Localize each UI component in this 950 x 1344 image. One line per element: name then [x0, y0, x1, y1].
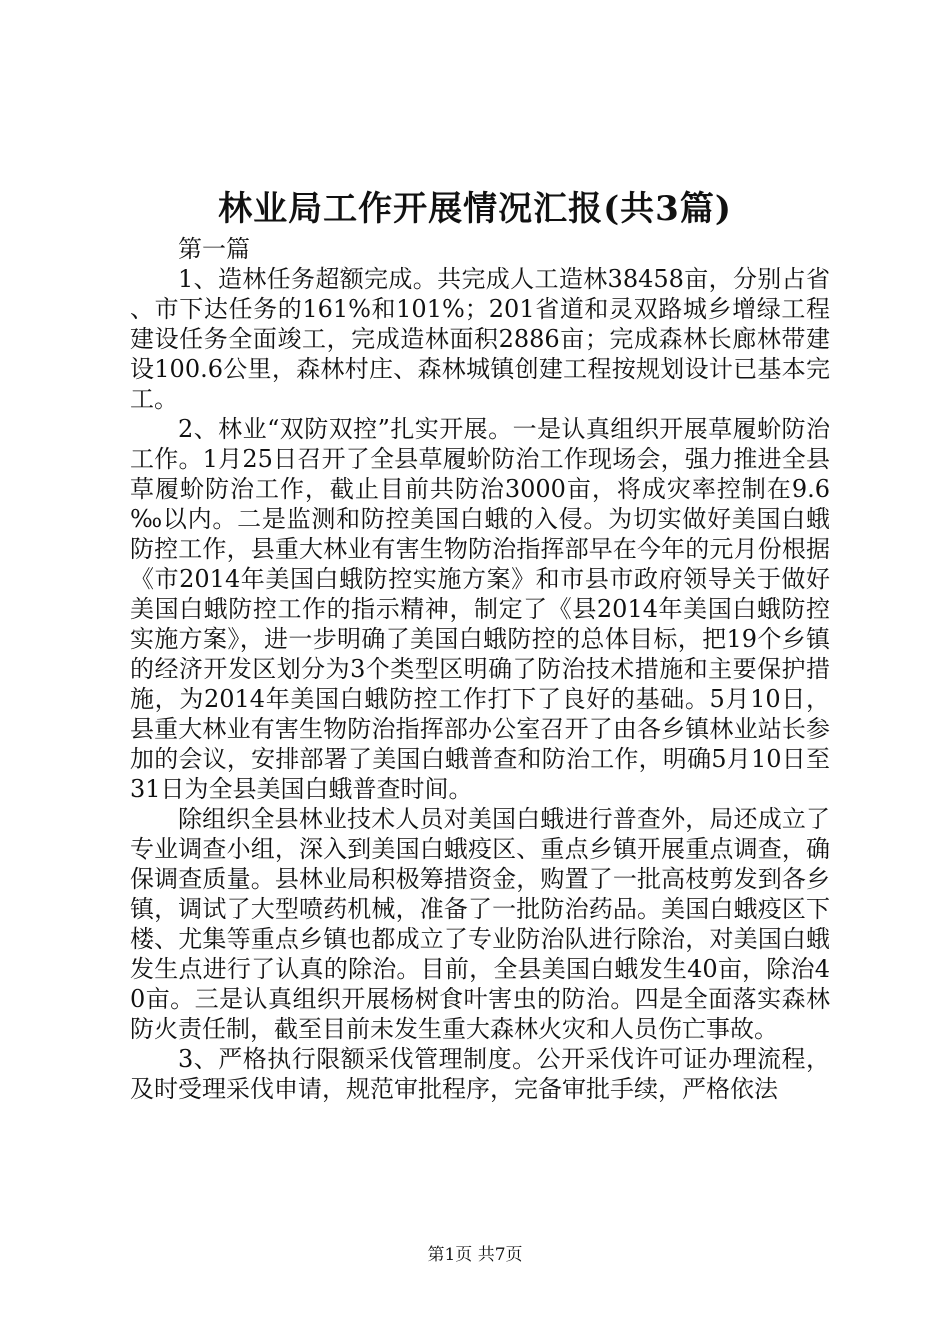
paragraph-2: 2、林业“双防双控”扎实开展。一是认真组织开展草履蚧防治工作。1月25日召开了全县草履蚧防治工作现场会，强力推进全县草履蚧防治工作，截止目前共防治3000亩，将成灾率控制在9.6‰以内。二是监测和防控美国白蛾的入侵。为切实做好美国白蛾防控工作，县重大林业有害生物防治指挥部早在今年的元月份根据《市2014年美国白蛾防控实施方案》和市县市政府领导关于做好美国白蛾防控工作的指示精神，制定了《县2014年美国白蛾防控实施方案》，进一步明确了美国白蛾防控的总体目标，把19个乡镇的经济开发区划分为3个类型区明确了防治技术措施和主要保护措施，为2014年美国白蛾防控工作打下了良好的基础。5月10日，县重大林业有害生物防治指挥部办公室召开了由各乡镇林业站长参加的会议，安排部署了美国白蛾普查和防治工作，明确5月10日至31日为全县美国白蛾普查时间。	[130, 415, 830, 803]
document-body	[130, 234, 830, 1104]
paragraph-4: 3、严格执行限额采伐管理制度。公开采伐许可证办理流程，及时受理采伐申请，规范审批程序，完备审批手续，严格依法	[130, 1045, 830, 1103]
page-footer: 第1页 共7页	[427, 1245, 523, 1265]
paragraph-3: 除组织全县林业技术人员对美国白蛾进行普查外，局还成立了专业调查小组，深入到美国白蛾疫区、重点乡镇开展重点调查，确保调查质量。县林业局积极筹措资金，购置了一批高枝剪发到各乡镇，调试了大型喷药机械，准备了一批防治药品。美国白蛾疫区下楼、尤集等重点乡镇也都成立了专业防治队进行除治，对美国白蛾发生点进行了认真的除治。目前，全县美国白蛾发生40亩，除治40亩。三是认真组织开展杨树食叶害虫的防治。四是全面落实森林防火责任制，截至目前未发生重大森林火灾和人员伤亡事故。	[130, 805, 830, 1043]
paragraph-1: 1、造林任务超额完成。共完成人工造林38458亩，分别占省、市下达任务的161%和101%；201省道和灵双路城乡增绿工程建设任务全面竣工，完成造林面积2886亩；完成森林长廊林带建设100.6公里，森林村庄、森林城镇创建工程按规划设计已基本完工。	[130, 265, 830, 413]
document-title: 林业局工作开展情况汇报(共3篇)	[218, 189, 732, 229]
section-label: 第一篇	[178, 235, 250, 263]
